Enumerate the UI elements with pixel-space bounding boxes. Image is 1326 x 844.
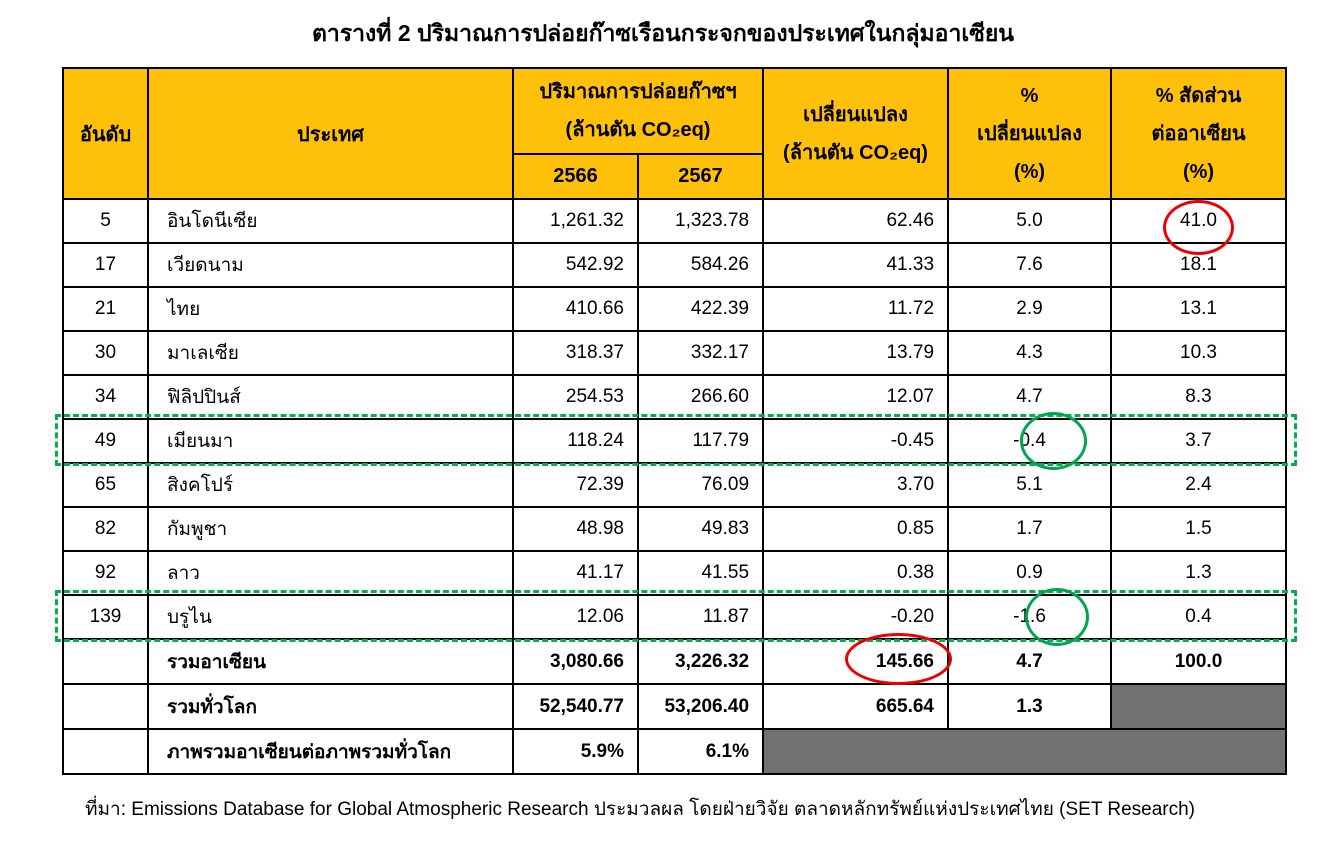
pct-change-cell: 0.9 bbox=[948, 551, 1111, 595]
header-pct-change-line2: เปลี่ยนแปลง bbox=[977, 122, 1082, 145]
y2567-cell: 76.09 bbox=[638, 463, 763, 507]
rank-cell: 92 bbox=[63, 551, 148, 595]
y2566-cell: 3,080.66 bbox=[513, 639, 638, 684]
pct-change-cell: 4.7 bbox=[948, 639, 1111, 684]
header-pct-change-line3: (%) bbox=[1013, 160, 1046, 183]
rank-cell: 21 bbox=[63, 287, 148, 331]
y2566-cell: 118.24 bbox=[513, 419, 638, 463]
gray-cell-merged bbox=[763, 729, 1286, 774]
source-note: ที่มา: Emissions Database for Global Atmospheric Research ประมวลผล โดยฝ่ายวิจัย ตลาดหลักทรัพย์แห่งประเทศไทย (SET Research) bbox=[85, 799, 1195, 820]
y2566-cell: 5.9% bbox=[513, 729, 638, 774]
y2566-cell: 542.92 bbox=[513, 243, 638, 287]
header-pct-change bbox=[948, 68, 1111, 199]
rank-cell: 49 bbox=[63, 419, 148, 463]
y2567-cell: 53,206.40 bbox=[638, 684, 763, 729]
header-emissions-line1: ปริมาณการปล่อยก๊าซฯ bbox=[539, 81, 737, 103]
pct-change-cell: 5.1 bbox=[948, 463, 1111, 507]
pct-change-cell: 2.9 bbox=[948, 287, 1111, 331]
table-row-brunei-highlighted bbox=[63, 595, 1286, 639]
pct-change-cell: 4.7 bbox=[948, 375, 1111, 419]
summary-label: ภาพรวมอาเซียนต่อภาพรวมทั่วโลก bbox=[148, 729, 513, 774]
change-cell: 41.33 bbox=[763, 243, 948, 287]
y2567-cell: 332.17 bbox=[638, 331, 763, 375]
gray-cell bbox=[1111, 684, 1286, 729]
change-cell: 12.07 bbox=[763, 375, 948, 419]
y2567-cell: 266.60 bbox=[638, 375, 763, 419]
table-row bbox=[63, 199, 1286, 243]
share-cell: 0.4 bbox=[1111, 595, 1286, 639]
y2567-cell: 3,226.32 bbox=[638, 639, 763, 684]
rank-cell: 82 bbox=[63, 507, 148, 551]
share-cell: 1.5 bbox=[1111, 507, 1286, 551]
share-cell: 1.3 bbox=[1111, 551, 1286, 595]
header-country: ประเทศ bbox=[148, 68, 513, 199]
rank-cell-empty bbox=[63, 729, 148, 774]
y2567-cell: 1,323.78 bbox=[638, 199, 763, 243]
y2567-cell: 11.87 bbox=[638, 595, 763, 639]
emissions-table bbox=[62, 67, 1287, 775]
header-year-2567: 2567 bbox=[638, 154, 763, 199]
y2567-cell: 117.79 bbox=[638, 419, 763, 463]
country-cell: ลาว bbox=[148, 551, 513, 595]
y2567-cell: 41.55 bbox=[638, 551, 763, 595]
change-cell: 3.70 bbox=[763, 463, 948, 507]
y2566-cell: 72.39 bbox=[513, 463, 638, 507]
pct-change-cell: 1.3 bbox=[948, 684, 1111, 729]
header-emissions-line2: (ล้านตัน CO₂eq) bbox=[565, 119, 711, 141]
country-cell: สิงคโปร์ bbox=[148, 463, 513, 507]
country-cell: เวียดนาม bbox=[148, 243, 513, 287]
summary-row-asean-total bbox=[63, 639, 1286, 684]
header-emissions-group bbox=[513, 68, 763, 154]
country-cell: ฟิลิปปินส์ bbox=[148, 375, 513, 419]
header-change-line2: (ล้านตัน CO₂eq) bbox=[783, 141, 928, 164]
change-cell: 145.66 bbox=[763, 639, 948, 684]
table-row bbox=[63, 243, 1286, 287]
y2566-cell: 12.06 bbox=[513, 595, 638, 639]
share-cell: 3.7 bbox=[1111, 419, 1286, 463]
rank-cell: 34 bbox=[63, 375, 148, 419]
pct-change-cell: -1.6 bbox=[948, 595, 1111, 639]
table-row bbox=[63, 375, 1286, 419]
page-title: ตารางที่ 2 ปริมาณการปล่อยก๊าซเรือนกระจกของประเทศในกลุ่มอาเซียน bbox=[311, 20, 1015, 46]
summary-row-world-total bbox=[63, 684, 1286, 729]
share-cell: 41.0 bbox=[1111, 199, 1286, 243]
change-cell: 0.38 bbox=[763, 551, 948, 595]
y2566-cell: 48.98 bbox=[513, 507, 638, 551]
header-share-line1: % สัดส่วน bbox=[1155, 84, 1242, 107]
country-cell: อินโดนีเซีย bbox=[148, 199, 513, 243]
pct-change-cell: -0.4 bbox=[948, 419, 1111, 463]
y2567-cell: 422.39 bbox=[638, 287, 763, 331]
summary-row-asean-vs-world bbox=[63, 729, 1286, 774]
pct-change-cell: 5.0 bbox=[948, 199, 1111, 243]
country-cell: มาเลเซีย bbox=[148, 331, 513, 375]
y2566-cell: 318.37 bbox=[513, 331, 638, 375]
country-cell: ไทย bbox=[148, 287, 513, 331]
y2566-cell: 410.66 bbox=[513, 287, 638, 331]
header-rank: อันดับ bbox=[63, 68, 148, 199]
pct-change-cell: 7.6 bbox=[948, 243, 1111, 287]
change-cell: 665.64 bbox=[763, 684, 948, 729]
header-share bbox=[1111, 68, 1286, 199]
pct-change-cell: 1.7 bbox=[948, 507, 1111, 551]
country-cell: เมียนมา bbox=[148, 419, 513, 463]
table-row bbox=[63, 331, 1286, 375]
rank-cell-empty bbox=[63, 639, 148, 684]
rank-cell: 65 bbox=[63, 463, 148, 507]
rank-cell: 5 bbox=[63, 199, 148, 243]
share-cell: 2.4 bbox=[1111, 463, 1286, 507]
share-cell: 8.3 bbox=[1111, 375, 1286, 419]
header-share-line3: (%) bbox=[1182, 160, 1215, 183]
rank-cell: 139 bbox=[63, 595, 148, 639]
share-cell: 100.0 bbox=[1111, 639, 1286, 684]
rank-cell-empty bbox=[63, 684, 148, 729]
y2567-cell: 6.1% bbox=[638, 729, 763, 774]
change-cell: -0.20 bbox=[763, 595, 948, 639]
table-row bbox=[63, 287, 1286, 331]
header-share-line2: ต่ออาเซียน bbox=[1151, 122, 1246, 145]
rank-cell: 17 bbox=[63, 243, 148, 287]
share-cell: 13.1 bbox=[1111, 287, 1286, 331]
y2566-cell: 1,261.32 bbox=[513, 199, 638, 243]
pct-change-cell: 4.3 bbox=[948, 331, 1111, 375]
y2566-cell: 254.53 bbox=[513, 375, 638, 419]
header-change bbox=[763, 68, 948, 199]
change-cell: 0.85 bbox=[763, 507, 948, 551]
share-cell: 18.1 bbox=[1111, 243, 1286, 287]
y2567-cell: 49.83 bbox=[638, 507, 763, 551]
country-cell: บรูไน bbox=[148, 595, 513, 639]
summary-label: รวมทั่วโลก bbox=[148, 684, 513, 729]
change-cell: 13.79 bbox=[763, 331, 948, 375]
table-row bbox=[63, 463, 1286, 507]
rank-cell: 30 bbox=[63, 331, 148, 375]
header-year-2566: 2566 bbox=[513, 154, 638, 199]
table-row-myanmar-highlighted bbox=[63, 419, 1286, 463]
table-row bbox=[63, 551, 1286, 595]
summary-label: รวมอาเซียน bbox=[148, 639, 513, 684]
country-cell: กัมพูชา bbox=[148, 507, 513, 551]
y2566-cell: 52,540.77 bbox=[513, 684, 638, 729]
change-cell: 11.72 bbox=[763, 287, 948, 331]
change-cell: 62.46 bbox=[763, 199, 948, 243]
y2567-cell: 584.26 bbox=[638, 243, 763, 287]
table-row bbox=[63, 507, 1286, 551]
header-change-line1: เปลี่ยนแปลง bbox=[803, 103, 908, 126]
change-cell: -0.45 bbox=[763, 419, 948, 463]
share-cell: 10.3 bbox=[1111, 331, 1286, 375]
y2566-cell: 41.17 bbox=[513, 551, 638, 595]
header-pct-change-line1: % bbox=[1020, 84, 1039, 107]
